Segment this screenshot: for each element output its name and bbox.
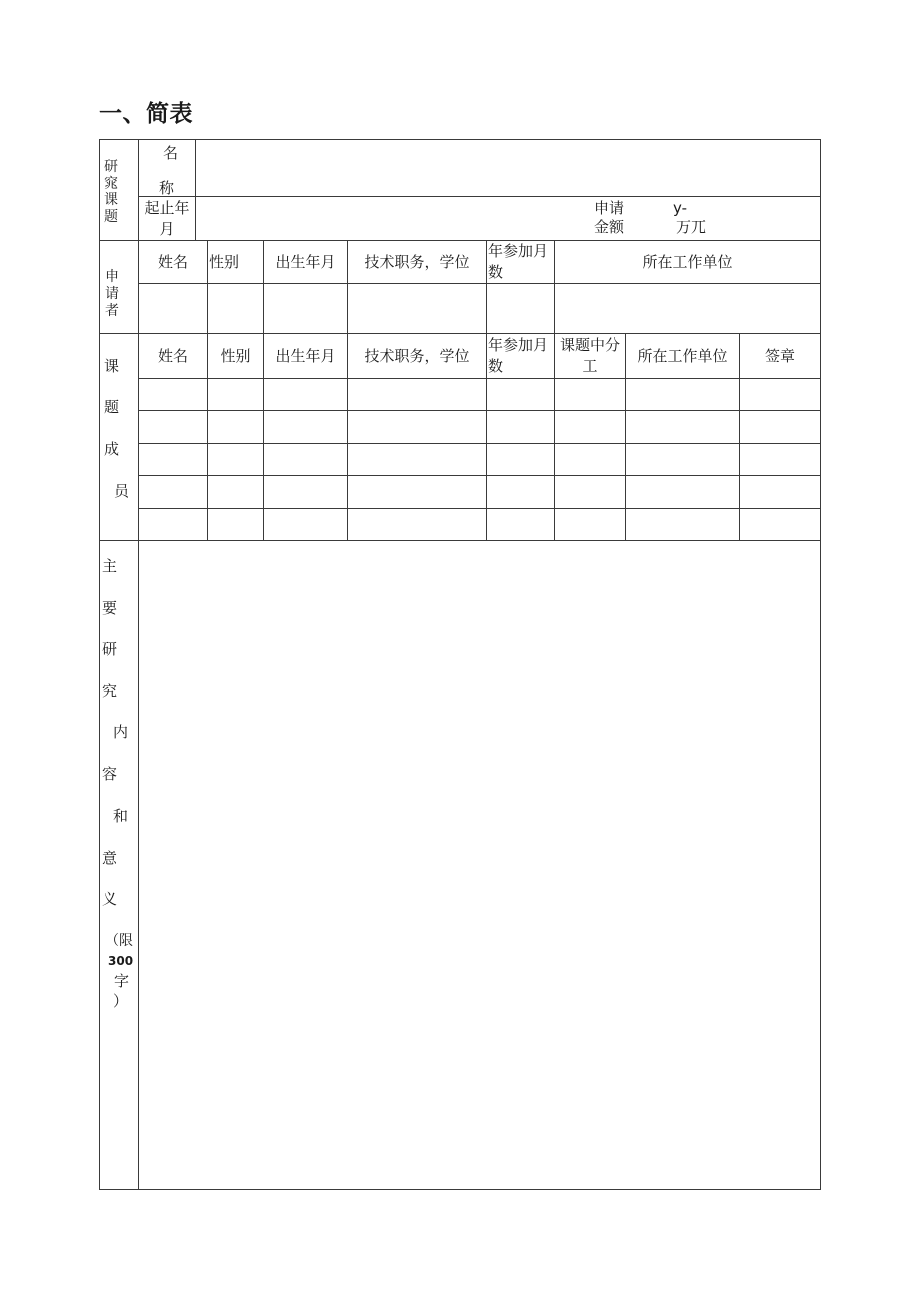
member-row-3-unit-cell[interactable] [625,443,740,476]
period-and-amount-cell[interactable] [195,196,821,241]
member-row-2-title-degree-cell[interactable] [347,410,487,444]
member-row-3-title-degree-cell[interactable] [347,443,487,476]
applicant-unit-cell[interactable] [554,283,821,334]
member-row-3-birth-cell[interactable] [263,443,348,476]
applicant-header-name-text: 姓名 [157,252,188,271]
member-row-5-name-cell[interactable] [138,508,208,541]
content-value-cell[interactable] [138,540,821,1190]
applicant-header-name [138,240,208,284]
applicant-header-months [486,240,555,284]
applicant-header-gender-text: 性别 [209,252,240,271]
members-header-title-degree [347,333,487,379]
members-header-months-text: 年参加月数 [488,336,549,375]
applicant-months-cell[interactable] [486,283,555,334]
member-row-3-seal-cell[interactable] [739,443,821,476]
members-label-char-2: 题 [104,398,120,416]
topic-name-label-char-2: 称 [159,179,175,197]
content-limit-open: （限 [105,933,133,949]
content-label-char-9: 义 [102,890,118,908]
members-header-role [554,333,626,379]
members-header-name [138,333,208,379]
period-label-cell [138,196,196,241]
topic-name-label-cell [138,139,196,197]
member-row-2-name-cell[interactable] [138,410,208,444]
content-limit-unit: 字 [114,972,130,990]
applicant-label-cell [99,240,139,334]
members-header-birth-text: 出生年月 [275,346,336,365]
content-label-cell [99,540,139,1190]
member-row-1-months-cell[interactable] [486,378,555,411]
member-row-4-unit-cell[interactable] [625,475,740,509]
member-row-2-seal-cell[interactable] [739,410,821,444]
members-label-char-4: 员 [114,482,130,500]
members-header-name-text: 姓名 [157,346,188,365]
members-header-role-text: 课题中分工 [559,336,620,375]
member-row-4-seal-cell[interactable] [739,475,821,509]
period-label: 起止年月 [144,199,190,238]
applicant-header-birth-text: 出生年月 [275,252,336,271]
member-row-3-gender-cell[interactable] [207,443,264,476]
member-row-4-months-cell[interactable] [486,475,555,509]
applicant-name-cell[interactable] [138,283,208,334]
content-limit-number: 300 [108,954,134,968]
content-label-char-2: 要 [102,599,118,617]
member-row-4-birth-cell[interactable] [263,475,348,509]
content-label-char-5: 内 [113,723,129,741]
amount-unit: 万兀 [676,218,707,236]
topic-name-value-cell[interactable] [195,139,821,197]
members-header-unit-text: 所在工作单位 [637,346,728,365]
content-label-char-7: 和 [113,807,129,825]
applicant-title-degree-cell[interactable] [347,283,487,334]
member-row-2-gender-cell[interactable] [207,410,264,444]
topic-name-label-char-1: 名 [163,144,179,162]
applicant-header-unit-text: 所在工作单位 [642,252,733,271]
content-label-char-4: 究 [102,682,118,700]
member-row-3-name-cell[interactable] [138,443,208,476]
member-row-1-birth-cell[interactable] [263,378,348,411]
member-row-4-name-cell[interactable] [138,475,208,509]
member-row-2-role-cell[interactable] [554,410,626,444]
research-topic-label: 研窕课题 [104,159,118,225]
content-limit-close: ） [113,992,129,1010]
member-row-4-role-cell[interactable] [554,475,626,509]
member-row-4-title-degree-cell[interactable] [347,475,487,509]
amount-label: 申请金额 [594,199,625,236]
member-row-5-unit-cell[interactable] [625,508,740,541]
members-label-char-3: 成 [104,440,120,458]
members-header-seal-text: 签章 [764,346,795,365]
members-header-gender [207,333,264,379]
member-row-5-months-cell[interactable] [486,508,555,541]
content-label-char-3: 研 [102,640,118,658]
member-row-5-birth-cell[interactable] [263,508,348,541]
applicant-header-title-degree [347,240,487,284]
applicant-label: 申请者 [105,269,119,319]
member-row-1-unit-cell[interactable] [625,378,740,411]
member-row-1-gender-cell[interactable] [207,378,264,411]
applicant-header-birth [263,240,348,284]
amount-prefix: y- [673,199,688,217]
member-row-1-title-degree-cell[interactable] [347,378,487,411]
content-label-char-1: 主 [102,557,118,575]
research-topic-label-cell [99,139,139,241]
members-header-gender-text: 性别 [220,346,251,365]
members-header-seal [739,333,821,379]
members-header-birth [263,333,348,379]
member-row-1-seal-cell[interactable] [739,378,821,411]
members-label-char-1: 课 [104,357,120,375]
member-row-2-unit-cell[interactable] [625,410,740,444]
content-label-char-6: 容 [102,765,118,783]
member-row-4-gender-cell[interactable] [207,475,264,509]
applicant-header-unit [554,240,821,284]
members-header-unit [625,333,740,379]
member-row-2-birth-cell[interactable] [263,410,348,444]
summary-table [99,139,821,1190]
applicant-birth-cell[interactable] [263,283,348,334]
member-row-3-role-cell[interactable] [554,443,626,476]
applicant-header-gender [207,240,264,284]
members-header-title-degree-text: 技术职务，学位 [364,346,470,365]
member-row-1-role-cell[interactable] [554,378,626,411]
applicant-header-months-text: 年参加月数 [488,242,549,281]
member-row-5-role-cell[interactable] [554,508,626,541]
member-row-5-gender-cell[interactable] [207,508,264,541]
member-row-2-months-cell[interactable] [486,410,555,444]
member-row-1-name-cell[interactable] [138,378,208,411]
applicant-gender-cell[interactable] [207,283,264,334]
applicant-header-title-degree-text: 技术职务，学位 [364,252,470,271]
members-header-months [486,333,555,379]
page-title: 一、简表 [99,101,193,127]
member-row-5-seal-cell[interactable] [739,508,821,541]
member-row-3-months-cell[interactable] [486,443,555,476]
content-label-char-8: 意 [102,849,118,867]
member-row-5-title-degree-cell[interactable] [347,508,487,541]
members-label-cell [99,333,139,541]
